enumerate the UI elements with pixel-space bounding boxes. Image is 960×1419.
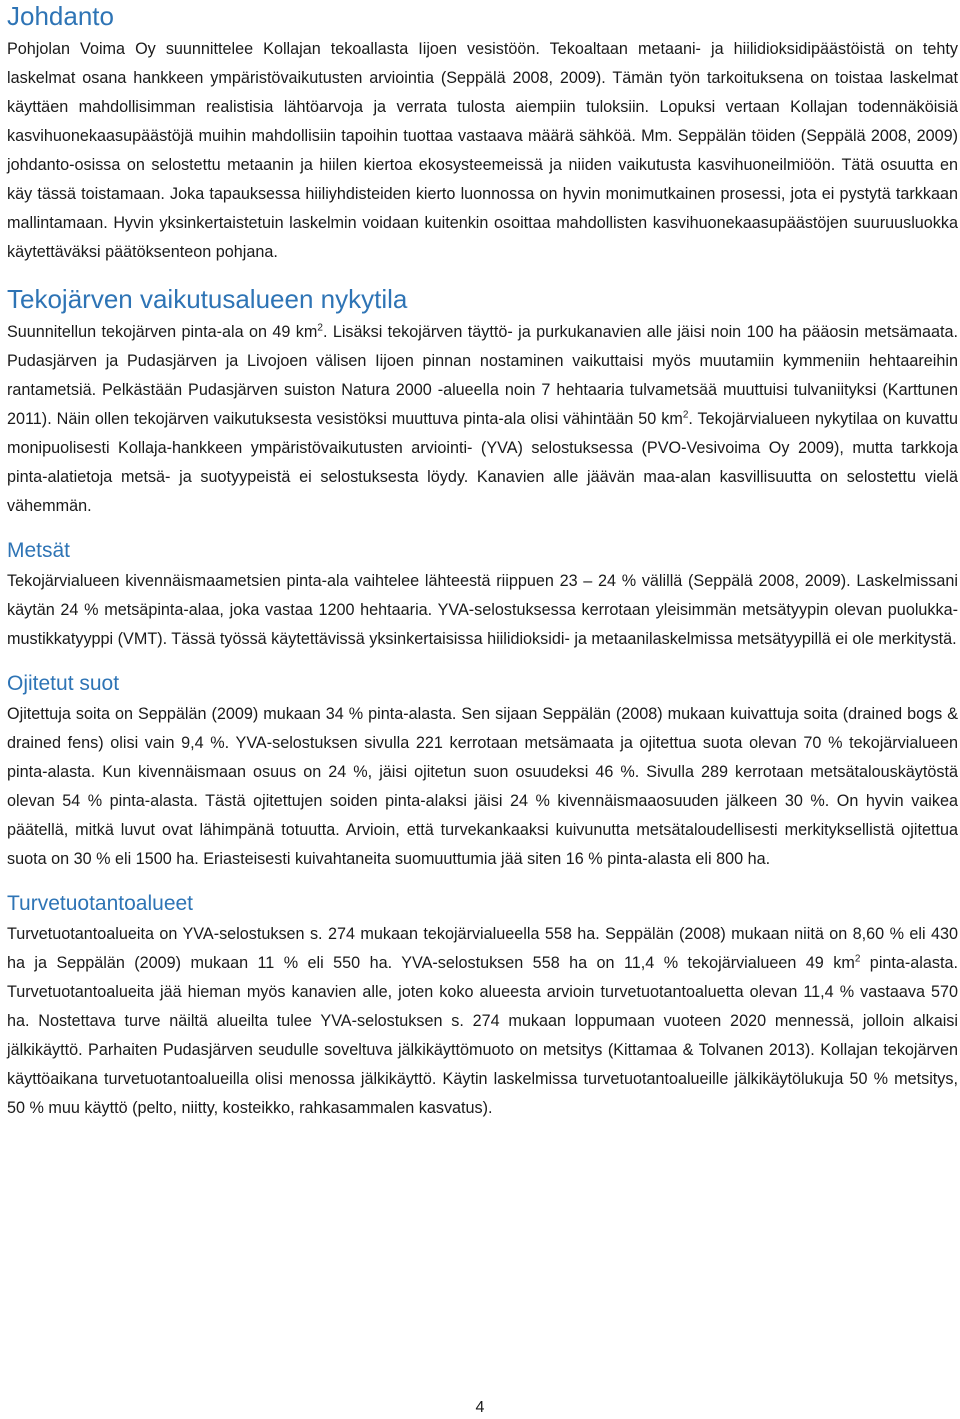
superscript: 2 <box>317 322 323 334</box>
superscript: 2 <box>682 409 689 421</box>
section-heading-metsat: Metsät <box>7 539 71 562</box>
section-heading-turvetuotantoalueet: Turvetuotantoalueet <box>7 892 194 915</box>
text-run: pinta-alasta. Turvetuotantoalueita jää hieman myös kanavien alle, joten koko alueesta arvioin turvetuotantoaluetta olevan 11,4 % vastaava 570 ha. Nostettava turve näiltä alueilta tulee YVA-selostuksen s. 274 mukaan loppumaan vuoteen 2020 mennessä, jolloin alkaisi jälkikäyttö. Parhaiten Pudasjärven seudulle soveltuva jälkikäyttömuoto on metsitys (Kittamaa & Tolvanen 2013). Kollajan tekojärven käyttöaikana turvetuotantoalueilla olisi menossa jälkikäyttö. Käytin laskelmissa turvetuotantoalueille jälkikäytölukuja 50 % metsitys, 50 % muu käyttö (pelto, niitty, kosteikko, rahkasammalen kasvatus). <box>7 954 958 1117</box>
section-heading-johdanto: Johdanto <box>7 1 114 31</box>
text-run: Turvetuotantoalueita on YVA-selostuksen s. 274 mukaan tekojärvialueella 558 ha. Seppälän (2008) mukaan niitä on 8,60 % eli 430 ha ja Seppälän (2009) mukaan 11 % eli 550 ha. YVA-selostuksen 558 ha on 11,4 % tekojärvialueen 49 km <box>7 925 958 972</box>
paragraph-metsat: Tekojärvialueen kivennäismaametsien pinta-ala vaihtelee lähteestä riippuen 23 – 24 % välillä (Seppälä 2008, 2009). Laskelmissani käytän 24 % metsäpinta-alaa, joka vastaa 1200 hehtaaria. YVA-selostuksessa kerrotaan yleisimmän metsätyypin olevan puolukka-mustikkatyyppi (VMT). Tässä työssä käytettävissä yksinkertaisissa hiilidioksidi- ja metaanilaskelmissa metsätyypillä ei ole merkitystä. <box>7 572 958 648</box>
paragraph-ojitetut-suot: Ojitettuja soita on Seppälän (2009) mukaan 34 % pinta-alasta. Sen sijaan Seppälän (2008) mukaan kuivattuja soita (drained bogs & drained fens) olisi vain 9,4 %. YVA-selostuksen sivulla 221 kerrotaan metsämaata ja ojitettua suota olevan 70 % tekojärvialueen pinta-alasta. Kun kivennäismaan osuus on 24 %, jäisi ojitetun suon osuudeksi 46 %. Sivulla 289 kerrotaan metsätalouskäytöstä olevan 54 % pinta-alasta. Tästä ojitettujen soiden pinta-alaksi jäisi 24 % kivennäismaaosuuden jälkeen 30 %. On hyvin vaikea päätellä, mitkä luvut ovat lähimpänä totuutta. Arvioin, että turvekankaaksi kuivunutta metsätaloudellisesti merkityksellistä ojitettua suota on 30 % eli 1500 ha. Eriasteisesti kuivahtaneita suomuuttumia jää siten 16 % pinta-alasta eli 800 ha. <box>7 705 958 868</box>
page-number: 4 <box>475 1399 485 1416</box>
text-run: . Lisäksi tekojärven täyttö- ja purkukanavien alle jäisi noin 100 ha pääosin metsämaata. Pudasjärven ja Pudasjärven ja Livojoen välisen Iijoen pinnan nostaminen vaikuttaisi myös muutamiin kymmeniin hehtaareihin rantametsiä. Pelkästään Pudasjärven suiston Natura 2000 -alueella noin 7 hehtaaria tulvametsää muuttuisi tulvaniityksi (Karttunen 2011). Näin ollen tekojärven vaikutuksesta vesistöksi muuttuva pinta-ala olisi vähintään 50 km <box>7 323 958 428</box>
paragraph-turvetuotantoalueet <box>7 920 958 1123</box>
document-page <box>7 0 958 1123</box>
section-heading-nykytila: Tekojärven vaikutusalueen nykytila <box>7 284 408 314</box>
superscript: 2 <box>854 953 861 965</box>
text-run: . Tekojärvialueen nykytilaa on kuvattu monipuolisesti Kollaja-hankkeen ympäristövaikutusten arviointi- (YVA) selostuksessa (PVO-Vesivoima Oy 2009), mutta tarkkoja pinta-alatietoja metsä- ja suotyypeistä ei selostuksesta löydy. Kanavien alle jäävän maa-alan kasvillisuutta on selostettu vielä vähemmän. <box>7 410 958 515</box>
text-run: Suunnitellun tekojärven pinta-ala on 49 km <box>7 323 318 341</box>
section-heading-ojitetut-suot: Ojitetut suot <box>7 672 120 695</box>
paragraph-johdanto: Pohjolan Voima Oy suunnittelee Kollajan tekoallasta Iijoen vesistöön. Tekoaltaan metaani- ja hiilidioksidipäästöistä on tehty laskelmat osana hankkeen ympäristövaikutusten arviointia (Seppälä 2008, 2009). Tämän työn tarkoituksena on toistaa laskelmat käyttäen mahdollisimman realistisia lähtöarvoja ja verrata tulosta aiempiin tuloksiin. Lopuksi vertaan Kollajan todennäköisiä kasvihuonekaasupäästöjä muihin mahdollisiin tapoihin tuottaa vastaava määrä sähköä. Mm. Seppälän töiden (Seppälä 2008, 2009) johdanto-osissa on selostettu metaanin ja hiilen kiertoa ekosysteemeissä ja niiden vaikutusta kasvihuoneilmiöön. Tätä osuutta en käy tässä toistamaan. Joka tapauksessa hiiliyhdisteiden kierto luonnossa on hyvin monimutkainen prosessi, jota ei pystytä tarkkaan mallintamaan. Hyvin yksinkertaistetuin laskelmin voidaan kuitenkin osoittaa mahdollisten kasvihuonekaasupäästöjen suuruusluokka käytettäväksi päätöksenteon pohjana. <box>7 40 958 261</box>
paragraph-nykytila <box>7 318 958 521</box>
